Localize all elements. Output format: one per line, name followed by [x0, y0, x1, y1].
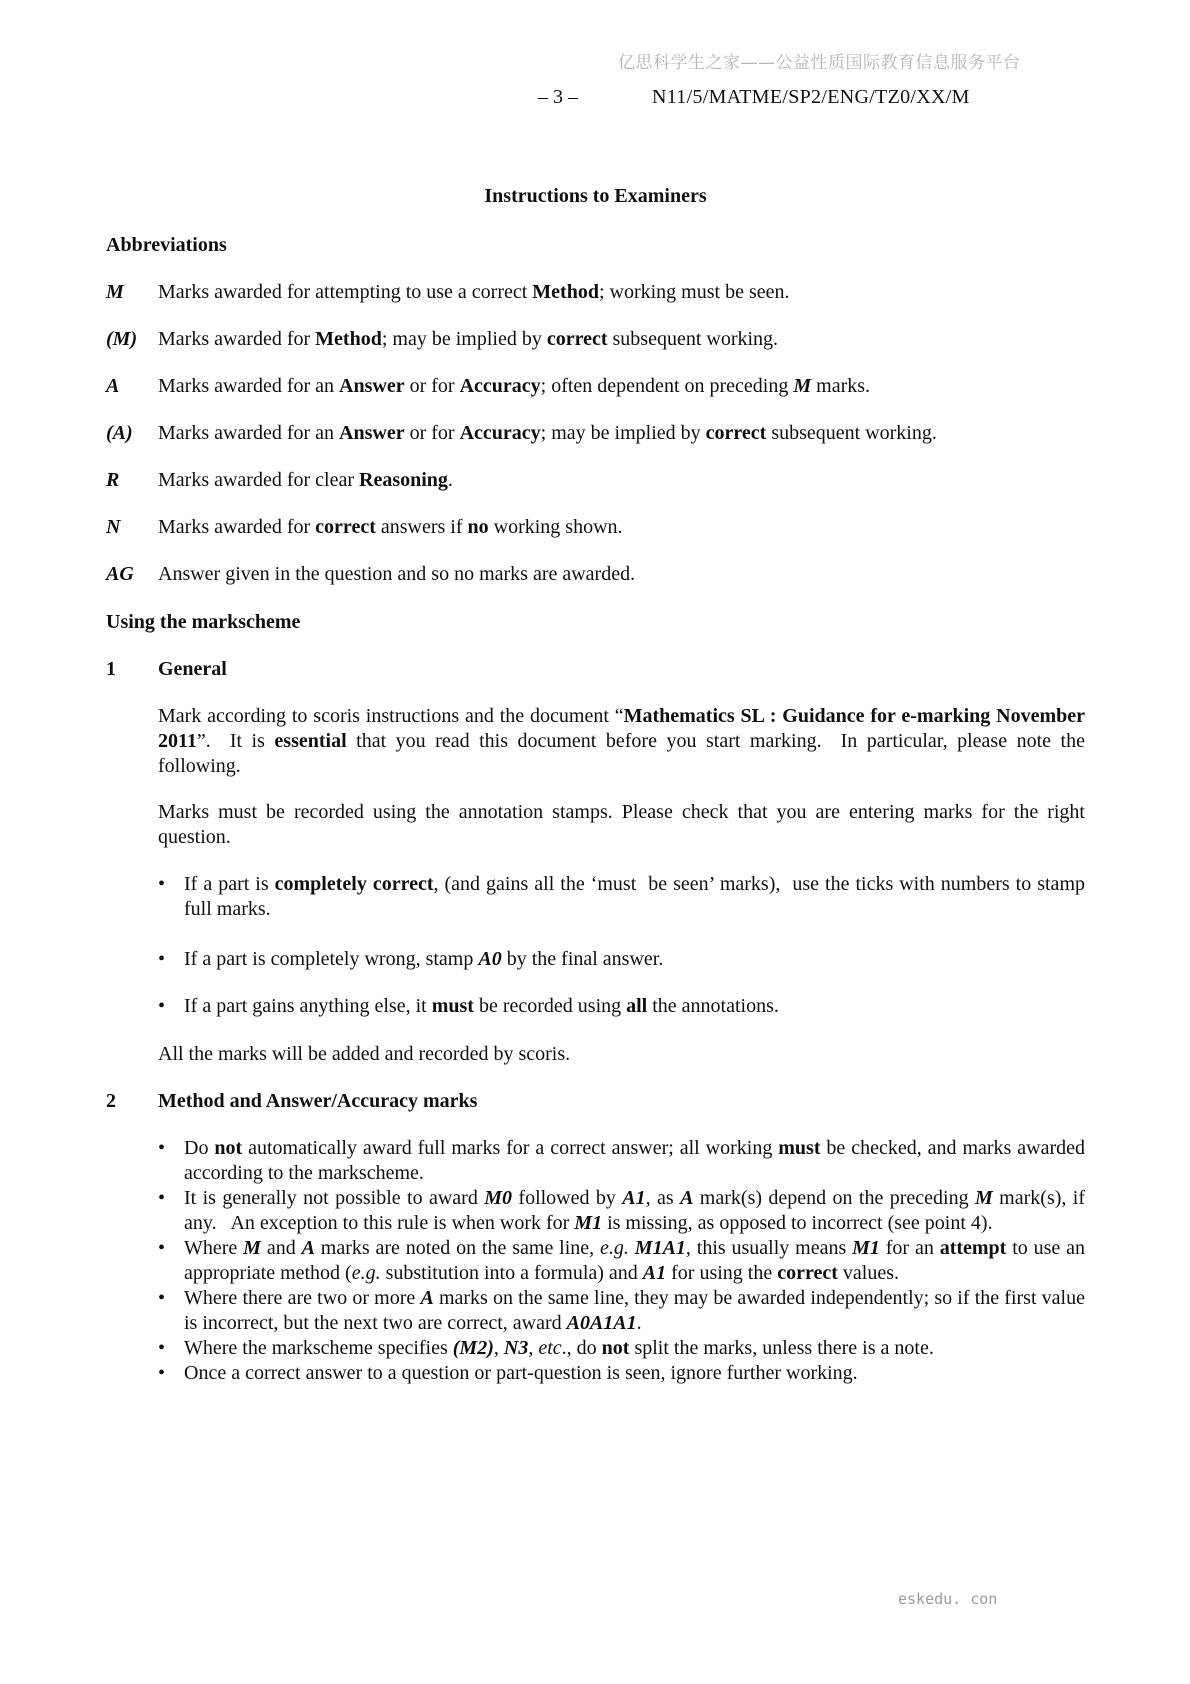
bullet-item: [158, 1136, 1090, 1186]
paper-code: N11/5/MATME/SP2/ENG/TZ0/XX/M: [652, 86, 970, 108]
abbreviation-term: N: [106, 516, 121, 538]
abbreviation-row-r: [106, 468, 1085, 493]
using-markscheme-heading: Using the markscheme: [106, 611, 301, 633]
section-number: 1: [106, 658, 116, 680]
site-watermark-chinese: 亿思科学生之家——公益性质国际教育信息服务平台: [618, 53, 1021, 73]
bullet-item: [158, 1361, 1085, 1386]
bullet-item: [158, 1186, 1090, 1236]
section-1-heading: [106, 657, 1085, 682]
site-watermark-footer: eskedu. con: [898, 1590, 998, 1608]
abbreviation-row-a-implied: [106, 421, 1085, 446]
bullet-text: Where M and A marks are noted on the same line, e.g. M1A1, this usually means M1 for an attempt to use an appropriate method (e.g. substitution into a formula) and A1 for using the correct values.: [184, 1237, 1090, 1284]
paragraph-general-2: Marks must be recorded using the annotation stamps. Please check that you are entering marks for the right question.: [158, 801, 1090, 848]
abbreviation-row-n: [106, 515, 1085, 540]
abbreviation-row-a: [106, 374, 1085, 399]
bullet-text: Once a correct answer to a question or part-question is seen, ignore further working.: [184, 1362, 858, 1384]
bullet-item: [158, 872, 1090, 922]
bullet-text: If a part is completely correct, (and gains all the ‘must be seen’ marks), use the ticks with numbers to stamp full marks.: [184, 873, 1090, 920]
bullet-item: [158, 1336, 1085, 1361]
bullet-marker: •: [158, 1237, 166, 1259]
bullet-text: It is generally not possible to award M0 followed by A1, as A mark(s) depend on the preceding M mark(s), if any. An exception to this rule is when work for M1 is missing, as opposed to incorrect (see point 4).: [184, 1187, 1090, 1234]
paragraph-closing: All the marks will be added and recorded by scoris.: [158, 1043, 571, 1065]
abbreviation-term: AG: [106, 563, 134, 585]
bullet-marker: •: [158, 873, 166, 895]
abbreviation-term: R: [106, 469, 120, 491]
bullet-item: [158, 1236, 1090, 1286]
bullet-marker: •: [158, 1287, 166, 1309]
page-title: Instructions to Examiners: [484, 185, 707, 207]
bullet-marker: •: [158, 1137, 166, 1159]
bullet-item: [158, 994, 1085, 1019]
bullet-text: If a part gains anything else, it must be recorded using all the annotations.: [184, 995, 779, 1017]
abbreviation-term: A: [106, 375, 120, 397]
bullet-marker: •: [158, 1362, 166, 1384]
abbreviation-definition: Marks awarded for correct answers if no working shown.: [158, 516, 623, 538]
section-heading-text: Method and Answer/Accuracy marks: [158, 1090, 478, 1112]
paragraph-general-1: Mark according to scoris instructions and the document “Mathematics SL : Guidance for e-marking November 2011”. It is essential that you read this document before you start marking. In particular, please note the following.: [158, 705, 1090, 777]
bullet-item: [158, 1286, 1090, 1336]
bullet-marker: •: [158, 1187, 166, 1209]
abbreviation-term: M: [106, 281, 124, 303]
bullet-text: Where the markscheme specifies (M2), N3, etc., do not split the marks, unless there is a note.: [184, 1337, 934, 1359]
abbreviation-term: (A): [106, 422, 133, 444]
abbreviation-definition: Answer given in the question and so no marks are awarded.: [158, 563, 636, 585]
abbreviations-heading: Abbreviations: [106, 234, 227, 256]
abbreviation-row-m-implied: [106, 327, 1085, 352]
abbreviation-definition: Marks awarded for attempting to use a correct Method; working must be seen.: [158, 281, 790, 303]
bullet-marker: •: [158, 995, 166, 1017]
abbreviation-term: (M): [106, 328, 138, 350]
abbreviation-row-m: [106, 280, 1085, 305]
page-number: – 3 –: [538, 86, 578, 108]
document-content: [106, 184, 1090, 1386]
bullet-marker: •: [158, 948, 166, 970]
section-heading-text: General: [158, 658, 227, 680]
section-number: 2: [106, 1090, 116, 1112]
bullet-text: If a part is completely wrong, stamp A0 by the final answer.: [184, 948, 664, 970]
bullet-marker: •: [158, 1337, 166, 1359]
abbreviation-definition: Marks awarded for clear Reasoning.: [158, 469, 453, 491]
abbreviation-definition: Marks awarded for an Answer or for Accuracy; may be implied by correct subsequent working.: [158, 422, 937, 444]
abbreviation-definition: Marks awarded for Method; may be implied by correct subsequent working.: [158, 328, 779, 350]
section-2-heading: [106, 1089, 1085, 1114]
abbreviation-definition: Marks awarded for an Answer or for Accuracy; often dependent on preceding M marks.: [158, 375, 871, 397]
section-2-bullet-list: [106, 1136, 1090, 1386]
bullet-text: Where there are two or more A marks on the same line, they may be awarded independently; so if the first value is incorrect, but the next two are correct, award A0A1A1.: [184, 1287, 1090, 1334]
abbreviation-row-ag: [106, 562, 1085, 587]
bullet-item: [158, 947, 1085, 972]
bullet-text: Do not automatically award full marks for a correct answer; all working must be checked, and marks awarded according to the markscheme.: [184, 1137, 1090, 1184]
